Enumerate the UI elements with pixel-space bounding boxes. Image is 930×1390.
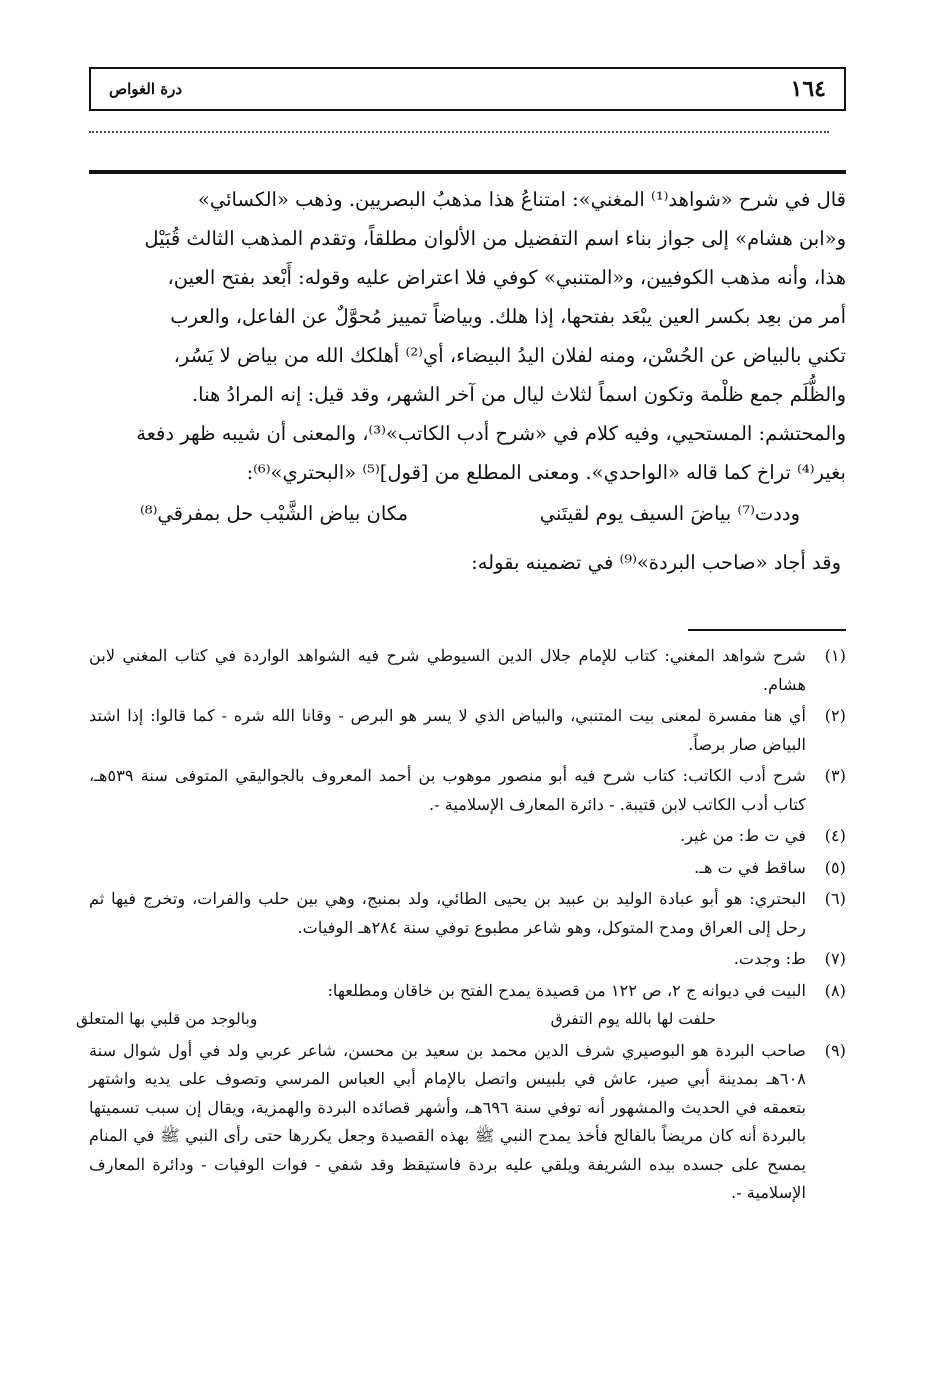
footnote-text: شرح شواهد المغني: كتاب للإمام جلال الدين السيوطي شرح فيه الشواهد الواردة في كتاب المغني لابن هشام. [89, 646, 806, 694]
footnote-number: (٣) [824, 766, 846, 785]
main-line: بغير⁽⁴⁾ تراخ كما قاله «الواحدي». ومعنى المطلع من [قول]⁽⁵⁾ «البحتري»⁽⁶⁾: [246, 461, 846, 484]
main-line: والمحتشم: المستحيي، وفيه كلام في «شرح أدب الكاتب»⁽³⁾، والمعنى أن شيبه ظهر دفعة [136, 422, 846, 445]
page-header [89, 67, 846, 111]
footnote [89, 702, 846, 759]
footnote-text: البحتري: هو أبو عبادة الوليد بن عبيد بن يحيى الطائي، ولد بمنبج، وهي بين حلب والفرات، وتخرج فيها ثم رحل إلى العراق ومدح المتوكل، وهو شاعر مطبوع توفي سنة ٢٨٤هـ الوفيات. [89, 889, 806, 937]
footnote-text: ط: وجدت. [733, 949, 806, 968]
footnote-number: (٨) [824, 980, 846, 1000]
footnote-number: (٥) [824, 857, 846, 877]
footnote [89, 854, 846, 883]
footnote-number: (٧) [824, 949, 846, 968]
footnote-rule [688, 629, 846, 631]
footnote-number: (١) [824, 646, 846, 665]
main-line: تكني بالبياض عن الحُسْن، ومنه لفلان اليدُ البيضاء، أي⁽²⁾ أهلكك الله من بياض لا يَسُر، [173, 344, 846, 367]
main-line: قال في شرح «شواهد⁽¹⁾ المغني»: امتناعُ هذا مذهبُ البصريين. وذهب «الكسائي» [197, 188, 846, 211]
page-number: ١٦٤ [790, 76, 826, 102]
header-rule [89, 170, 846, 174]
main-line: و«ابن هشام» إلى جواز بناء اسم التفضيل من الألوان مطلقاً، وتقدم المذهب الثالث قُبَيْل [144, 227, 846, 250]
main-line: أمر من بعِد بكسر العين يبْعَد بفتحها، إذا هلك. وبياضاً تمييز مُحوَّلٌ عن الفاعل، والعرب [170, 305, 846, 328]
footnote-text: أي هنا مفسرة لمعنى بيت المتنبي، والبياض الذي لا يسر هو البرص - وقانا الله شره - كما قالوا: إذا اشتد البياض صار برصاً. [89, 706, 806, 754]
footnotes [76, 642, 846, 1211]
verse-first-hemistich: وددت⁽⁷⁾ بياضَ السيف يوم لقيتَني [539, 502, 800, 525]
footnote-text: ساقط في ت هـ. [694, 857, 806, 877]
footnote [89, 642, 846, 699]
book-title: درة الغواص [109, 80, 183, 98]
footnote-verse-second: وبالوجد من قلبي بها المتعلق [76, 1010, 258, 1028]
main-line: والظُّلَم جمع ظلْمة وتكون اسماً لثلاث ليال من آخر الشهر، وقد قيل: إنه المرادُ هنا. [191, 383, 846, 406]
footnote-text [76, 977, 806, 1034]
footnote-number: (٢) [824, 706, 846, 725]
footnote-verse-first: حلفت لها بالله يوم التفرق [550, 1010, 716, 1028]
poem-verse [140, 502, 800, 525]
footnote-body: البيت في ديوانه ج ٢، ص ١٢٢ من قصيدة يمدح الفتح بن خاقان ومطلعها: [327, 980, 806, 1000]
footnote [89, 762, 846, 819]
footnote-text: صاحب البردة هو البوصيري شرف الدين محمد بن سعيد بن محسن، شاعر عربي ولد في أول شوال سنة ٦٠٨هـ بمدينة أبي صير، عاش في بلبيس واتصل بالإمام أبي العباس المرسي وتصوف على يديه واشتهر بتعمقه في الحديث والمشهور أنه توفي سنة ٦٩٦هـ، وأشهر قصائده البردة والهمزية، ويقال إن سبب تسميتها بالبردة أنه كان مريضاً بالفالج فأخذ يمدح النبي ﷺ بهذه القصيدة وجعل يكررها حتى رأى النبي ﷺ في المنام يمسح على جسده بيده الشريفة ويلقي عليه بردة فاستيقظ وقد شفي - فوات الوفيات - ودائرة المعارف الإسلامية -. [89, 1040, 807, 1202]
footnote [89, 822, 846, 851]
main-line: هذا، وأنه مذهب الكوفيين، و«المتنبي» كوفي فلا اعتراض عليه وقوله: أَبْعد بفتح العين، [167, 266, 846, 289]
verse-intro-line: وقد أجاد «صاحب البردة»⁽⁹⁾ في تضمينه بقوله: [471, 551, 841, 574]
verse-second-hemistich: مكان بياض الشَّيْب حل بمفرقي⁽⁸⁾ [140, 502, 409, 525]
footnote-number: (٦) [824, 889, 846, 908]
footnote-text: في ت ط: من غير. [680, 826, 806, 845]
footnote-text: شرح أدب الكاتب: كتاب شرح فيه أبو منصور موهوب بن أحمد المعروف بالجواليقي المتوفى سنة ٥٣٩هـ، كتاب أدب الكاتب لابن قتيبة. - دائرة المعارف الإسلامية -. [89, 766, 806, 814]
main-text [89, 180, 846, 492]
footnote-number: (٤) [824, 826, 846, 845]
footnote [89, 885, 846, 942]
footnote-verse [76, 1005, 716, 1034]
footnote [89, 1037, 846, 1208]
dotted-separator [89, 131, 829, 133]
footnote [76, 977, 846, 1034]
footnote-number: (٩) [824, 1040, 846, 1060]
footnote [89, 945, 846, 974]
